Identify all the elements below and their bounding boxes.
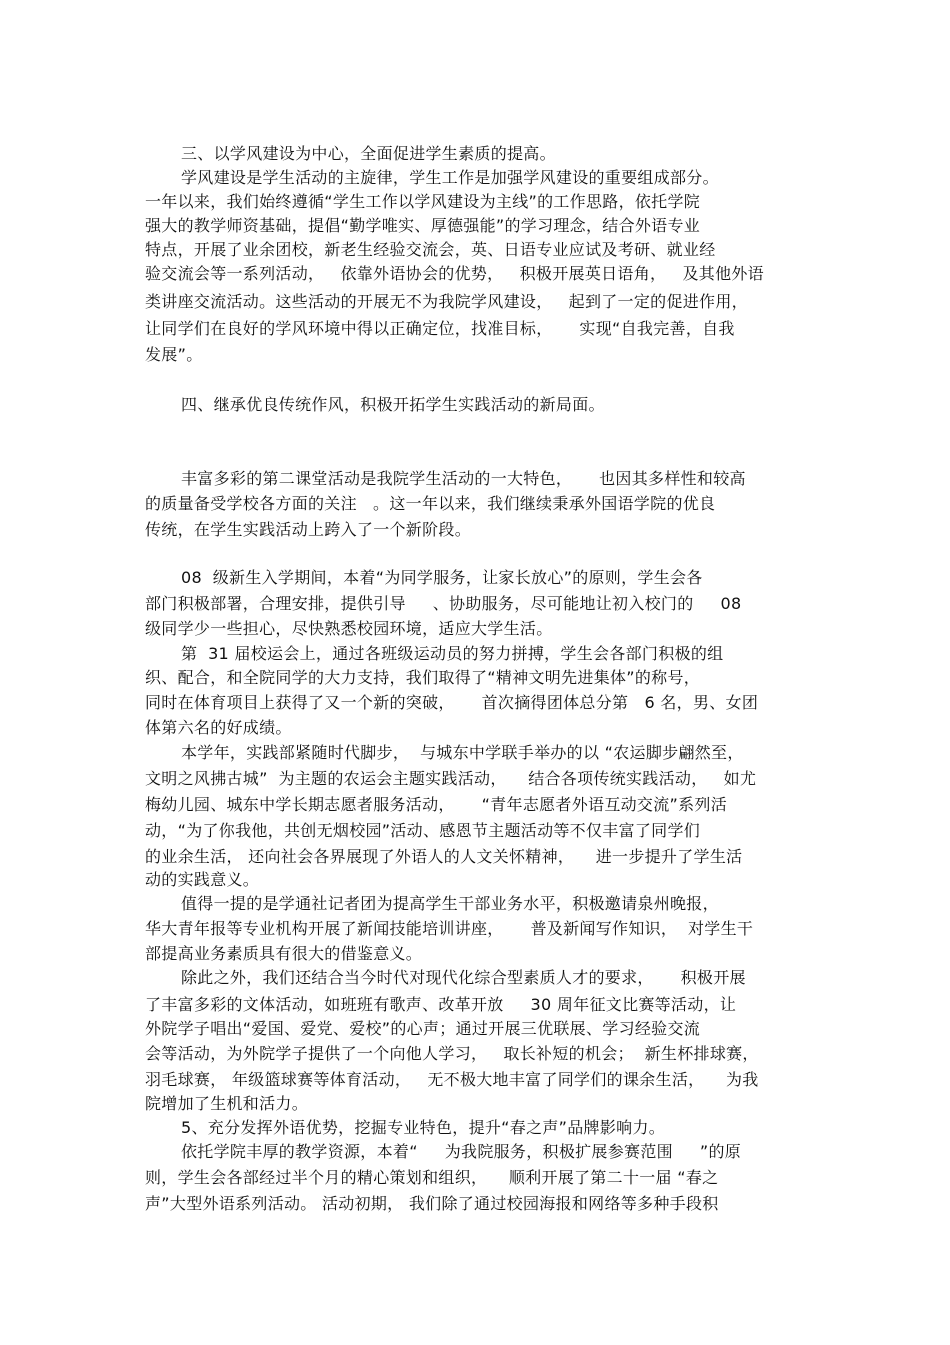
text-line: 则，学生会各部经过半个月的精心策划和组织， 顺利开展了第二十一届 “春之 [145,1168,719,1187]
text-line: 同时在体育项目上获得了又一个新的突破， 首次摘得团体总分第 6 名，男、女团 [145,693,759,712]
text-line: 除此之外，我们还结合当今时代对现代化综合型素质人才的要求， 积极开展 [181,968,746,987]
text-line: 会等活动，为外院学子提供了一个向他人学习， 取长补短的机会； 新生杯排球赛， [145,1044,759,1063]
text-line: 体第六名的好成绩。 [145,718,292,737]
text-line: 华大青年报等专业机构开展了新闻技能培训讲座， 普及新闻写作知识， 对学生干 [145,919,754,938]
text-line: 发展”。 [145,345,203,364]
text-line: 特点，开展了业余团校，新老生经验交流会，英、日语专业应试及考研、就业经 [145,240,716,259]
text-line: 丰富多彩的第二课堂活动是我院学生活动的一大特色， 也因其多样性和较高 [181,469,746,488]
text-line: 外院学子唱出“爱国、爱党、爱校”的心声；通过开展三优联展、学习经验交流 [145,1019,701,1038]
text-line: 部提高业务素质具有很大的借鉴意义。 [145,944,423,963]
text-line: 一年以来，我们始终遵循“学生工作以学风建设为主线”的工作思路，依托学院 [145,192,701,211]
text-line: 依托学院丰厚的教学资源，本着“ 为我院服务，积极扩展参赛范围 ”的原 [181,1142,742,1161]
text-line: 的业余生活， 还向社会各界展现了外语人的人文关怀精神， 进一步提升了学生活 [145,847,743,866]
text-line: 羽毛球赛， 年级篮球赛等体育活动， 无不极大地丰富了同学们的课余生活， 为我 [145,1070,759,1089]
section-heading-5: 5、充分发挥外语优势，挖掘专业特色，提升“春之声”品牌影响力。 [181,1118,666,1137]
text-line: 值得一提的是学通社记者团为提高学生干部业务水平，积极邀请泉州晚报， [181,894,719,913]
text-line: 让同学们在良好的学风环境中得以正确定位，找准目标， 实现“自我完善，自我 [145,319,735,338]
text-line: 级同学少一些担心，尽快熟悉校园环境，适应大学生活。 [145,619,553,638]
text-line: 织、配合，和全院同学的大力支持，我们取得了“精神文明先进集体”的称号， [145,668,701,687]
text-line: 传统，在学生实践活动上跨入了一个新阶段。 [145,520,472,539]
text-line: 梅幼儿园、城东中学长期志愿者服务活动， “青年志愿者外语互动交流”系列活 [145,795,728,814]
text-line: 动，“为了你我他，共创无烟校园”活动、感恩节主题活动等不仅丰富了同学们 [145,821,701,840]
text-line: 学风建设是学生活动的主旋律，学生工作是加强学风建设的重要组成部分。 [181,168,719,187]
text-line: 强大的教学师资基础，提倡“勤学唯实、厚德强能”的学习理念，结合外语专业 [145,216,701,235]
text-line: 部门积极部署，合理安排，提供引导 、协助服务，尽可能地让初入校门的 08 [145,594,742,613]
text-line: 的质量备受学校各方面的关注 。这一年以来，我们继续秉承外国语学院的优良 [145,494,716,513]
text-line: 院增加了生机和活力。 [145,1094,309,1113]
text-line: 本学年，实践部紧随时代脚步， 与城东中学联手举办的以 “农运脚步翩然至， [181,743,744,762]
text-line: 动的实践意义。 [145,870,260,889]
text-line: 第 31 届校运会上，通过各班级运动员的努力拼搏，学生会各部门积极的组 [181,644,724,663]
text-line: 了丰富多彩的文体活动，如班班有歌声、改革开放 30 周年征文比赛等活动，让 [145,995,737,1014]
section-heading-4: 四、继承优良传统作风，积极开拓学生实践活动的新局面。 [181,395,605,414]
text-line: 验交流会等一系列活动， 依靠外语协会的优势， 积极开展英日语角， 及其他外语 [145,264,764,283]
section-heading-3: 三、以学风建设为中心，全面促进学生素质的提高。 [181,144,556,163]
text-line: 声”大型外语系列活动。 活动初期， 我们除了通过校园海报和网络等多种手段积 [145,1194,719,1213]
text-line: 类讲座交流活动。这些活动的开展无不为我院学风建设， 起到了一定的促进作用， [145,292,748,311]
text-line: 08 级新生入学期间，本着“为同学服务，让家长放心”的原则，学生会各 [181,568,703,587]
text-line: 文明之风拂古城” 为主题的农运会主题实践活动， 结合各项传统实践活动， 如尤 [145,769,757,788]
